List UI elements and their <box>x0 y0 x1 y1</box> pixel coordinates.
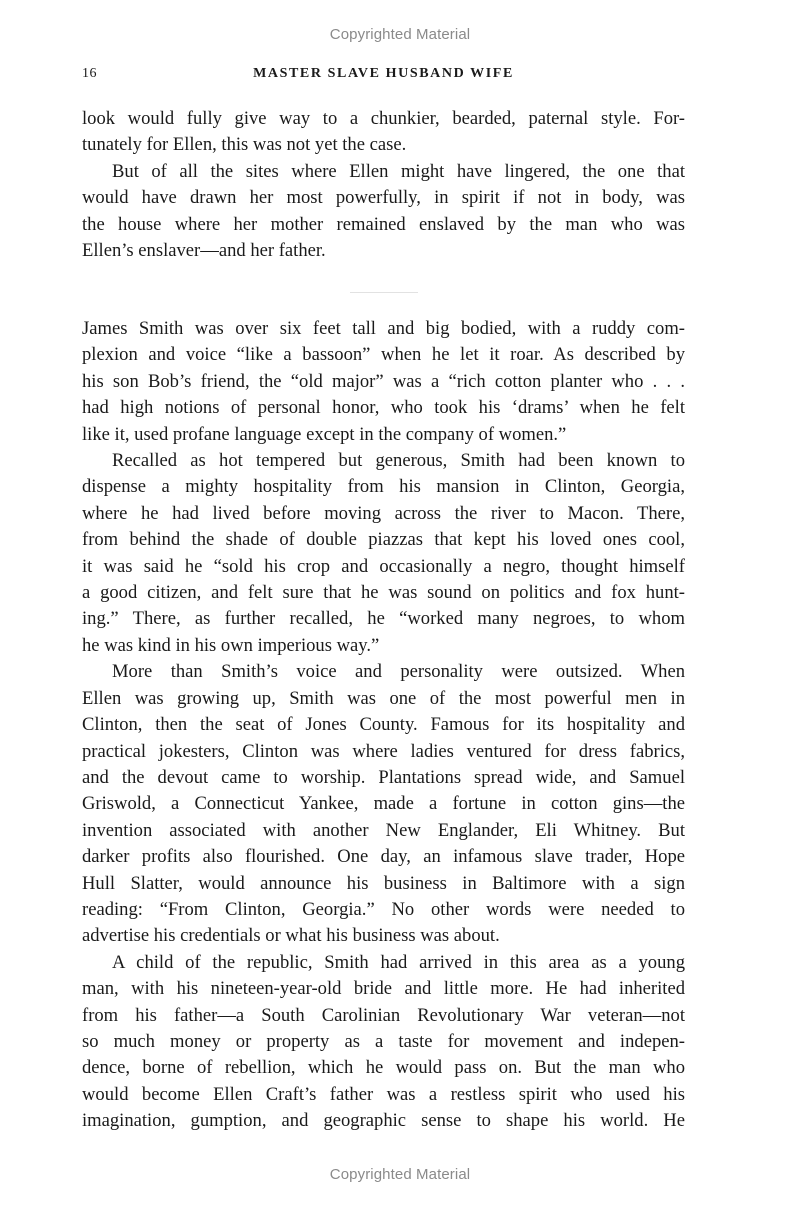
text-line: Ellen’s enslaver—and her father. <box>82 240 326 262</box>
text-line: where he had lived before moving across the river to Macon. There, <box>82 502 685 524</box>
text-line: practical jokesters, Clinton was where ladies ventured for dress fabrics, <box>82 740 685 762</box>
text-line: reading: “From Clinton, Georgia.” No other words were needed to <box>82 898 685 920</box>
section-two <box>82 316 685 1135</box>
text-line: so much money or property as a taste for movement and indepen- <box>82 1030 685 1052</box>
text-line: he was kind in his own imperious way.” <box>82 634 380 656</box>
text-line: plexion and voice “like a bassoon” when he let it roar. As described by <box>82 344 685 366</box>
text-line: man, with his nineteen-year-old bride and little more. He had inherited <box>82 978 685 1000</box>
text-line: it was said he “sold his crop and occasionally a negro, thought himself <box>82 555 685 577</box>
text-line: advertise his credentials or what his business was about. <box>82 925 500 947</box>
text-line: Ellen was growing up, Smith was one of the most powerful men in <box>82 687 685 709</box>
running-header <box>82 66 685 86</box>
text-line: invention associated with another New Englander, Eli Whitney. But <box>82 819 685 841</box>
text-line: But of all the sites where Ellen might have lingered, the one that <box>112 160 685 182</box>
text-line: tunately for Ellen, this was not yet the case. <box>82 134 407 156</box>
text-line: a good citizen, and felt sure that he was sound on politics and fox hunt- <box>82 582 685 604</box>
text-line: like it, used profane language except in the company of women.” <box>82 423 567 445</box>
text-line: Recalled as hot tempered but generous, Smith had been known to <box>112 450 685 472</box>
text-line: Hull Slatter, would announce his business in Baltimore with a sign <box>82 872 685 894</box>
text-line: ing.” There, as further recalled, he “worked many negroes, to whom <box>82 608 685 630</box>
text-line: dence, borne of rebellion, which he would pass on. But the man who <box>82 1057 685 1079</box>
text-line: from behind the shade of double piazzas that kept his loved ones cool, <box>82 529 685 551</box>
page-number: 16 <box>82 66 97 81</box>
copyright-watermark-bottom: Copyrighted Material <box>329 1166 471 1183</box>
text-line: would have drawn her most powerfully, in spirit if not in body, was <box>82 187 685 209</box>
text-line: Clinton, then the seat of Jones County. Famous for its hospitality and <box>82 714 685 736</box>
text-line: from his father—a South Carolinian Revolutionary War veteran—not <box>82 1004 685 1026</box>
book-title: MASTER SLAVE HUSBAND WIFE <box>253 66 514 81</box>
text-line: and the devout came to worship. Plantations spread wide, and Samuel <box>82 766 685 788</box>
text-line: darker profits also flourished. One day, an infamous slave trader, Hope <box>82 846 685 868</box>
text-line: would become Ellen Craft’s father was a restless spirit who used his <box>82 1083 685 1105</box>
text-line: the house where her mother remained enslaved by the man who was <box>82 213 685 235</box>
section-one <box>82 106 685 264</box>
text-line: More than Smith’s voice and personality were outsized. When <box>112 661 685 683</box>
text-line: Griswold, a Connecticut Yankee, made a fortune in cotton gins—the <box>82 793 685 815</box>
text-line: imagination, gumption, and geographic sense to shape his world. He <box>82 1110 685 1132</box>
text-line: dispense a mighty hospitality from his mansion in Clinton, Georgia, <box>82 476 685 498</box>
text-line: had high notions of personal honor, who took his ‘drams’ when he felt <box>82 397 685 419</box>
text-line: James Smith was over six feet tall and big bodied, with a ruddy com- <box>82 318 685 339</box>
text-line: A child of the republic, Smith had arrived in this area as a young <box>112 951 685 973</box>
text-line: his son Bob’s friend, the “old major” was a “rich cotton planter who . . . <box>82 370 685 392</box>
text-line: look would fully give way to a chunkier, bearded, paternal style. For- <box>82 108 685 129</box>
copyright-watermark-top: Copyrighted Material <box>329 26 471 43</box>
section-break-divider <box>350 292 418 293</box>
